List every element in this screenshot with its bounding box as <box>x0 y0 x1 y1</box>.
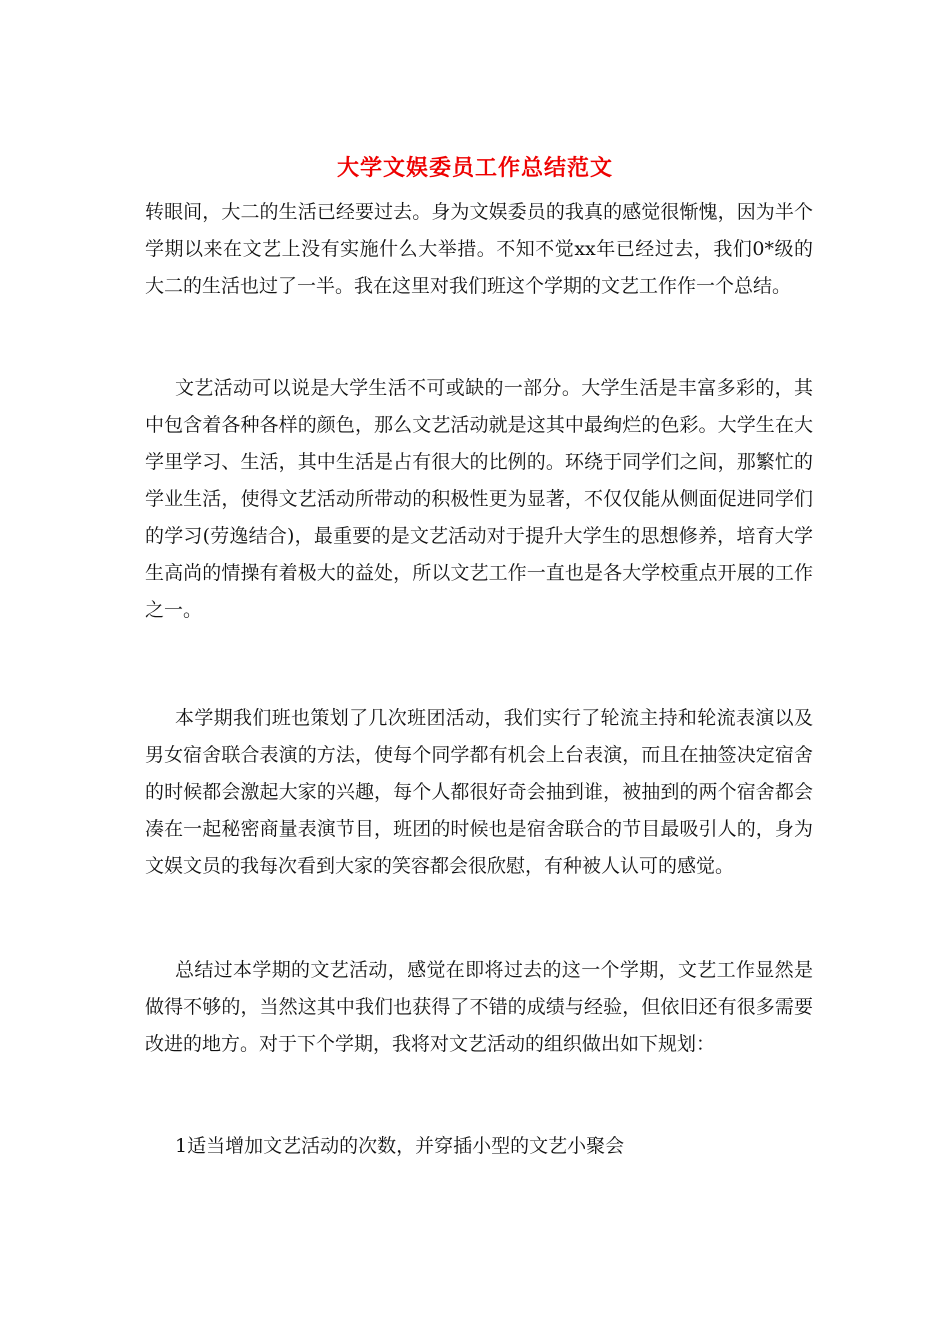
paragraph-plan-item-1: 1适当增加文艺活动的次数，并穿插小型的文艺小聚会 <box>175 1135 625 1157</box>
paragraph-activities-importance: 文艺活动可以说是大学生活不可或缺的一部分。大学生活是丰富多彩的，其中包含着各种各样的颜色，那么文艺活动就是这其中最绚烂的色彩。大学生在大学里学习、生活，其中生活是占有很大的比例的。环绕于同学们之间，那繁忙的学业生活，使得文艺活动所带动的积极性更为显著，不仅仅能从侧面促进同学们的学习(劳逸结合)，最重要的是文艺活动对于提升大学生的思想修养，培育大学生高尚的情操有着极大的益处，所以文艺工作一直也是各大学校重点开展的工作之一。 <box>145 377 813 621</box>
paragraph-intro: 转眼间，大二的生活已经要过去。身为文娱委员的我真的感觉很惭愧，因为半个学期以来在文艺上没有实施什么大举措。不知不觉xx年已经过去，我们0*级的大二的生活也过了一半。我在这里对我们班这个学期的文艺工作作一个总结。 <box>145 201 813 297</box>
paragraph-summary: 总结过本学期的文艺活动，感觉在即将过去的这一个学期，文艺工作显然是做得不够的，当然这其中我们也获得了不错的成绩与经验，但依旧还有很多需要改进的地方。对于下个学期，我将对文艺活动的组织做出如下规划： <box>145 959 813 1055</box>
paragraph-class-events: 本学期我们班也策划了几次班团活动，我们实行了轮流主持和轮流表演以及男女宿舍联合表演的方法，使每个同学都有机会上台表演，而且在抽签决定宿舍的时候都会激起大家的兴趣，每个人都很好奇会抽到谁，被抽到的两个宿舍都会凑在一起秘密商量表演节目，班团的时候也是宿舍联合的节目最吸引人的，身为文娱文员的我每次看到大家的笑容都会很欣慰，有种被人认可的感觉。 <box>145 707 813 877</box>
document-title: 大学文娱委员工作总结范文 <box>336 155 613 181</box>
